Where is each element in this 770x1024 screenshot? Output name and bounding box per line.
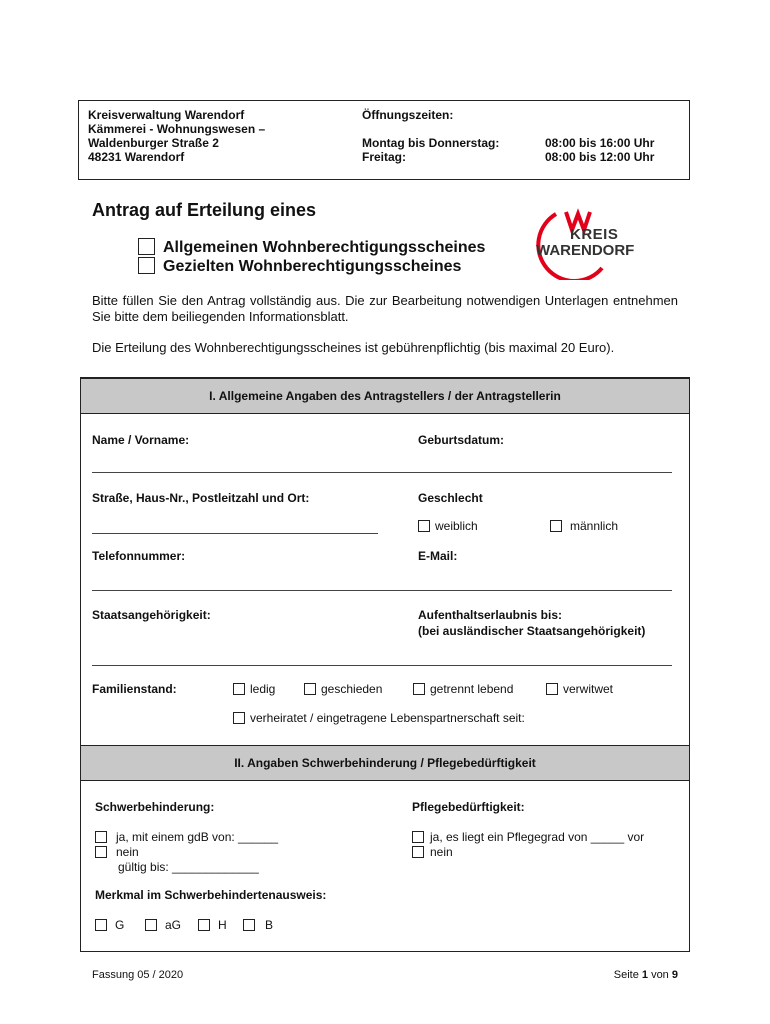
page-current: 1	[641, 969, 648, 981]
checkbox-care-yes[interactable]	[412, 831, 424, 843]
marital-option-married[interactable]	[233, 711, 525, 725]
marital-option-separated[interactable]	[413, 682, 513, 696]
footer-page-number	[614, 969, 678, 981]
hours-title: Öffnungszeiten:	[362, 108, 454, 122]
nationality-residence-line[interactable]	[92, 665, 672, 666]
care-yes-option[interactable]	[412, 830, 644, 844]
marital-option-divorced[interactable]	[304, 682, 382, 696]
footer-version: Fassung 05 / 2020	[92, 969, 184, 981]
address-label: Straße, Haus-Nr., Postleitzahl und Ort:	[92, 491, 310, 505]
page-title: Antrag auf Erteilung eines	[92, 200, 317, 220]
phone-email-line[interactable]	[92, 590, 672, 591]
logo-text-warendorf: WARENDORF	[536, 242, 635, 259]
gender-male-option[interactable]	[550, 519, 618, 533]
phone-label: Telefonnummer:	[92, 549, 186, 563]
residence-note: (bei ausländischer Staatsangehörigkeit)	[418, 624, 646, 638]
checkbox-male[interactable]	[550, 520, 562, 532]
disability-no-option[interactable]	[95, 845, 139, 859]
disability-no-label: nein	[116, 845, 139, 859]
checkbox-specific[interactable]	[138, 257, 155, 274]
option-specific-label: Gezielten Wohnberechtigungsscheines	[163, 258, 462, 275]
checkbox-mark-b[interactable]	[243, 919, 255, 931]
gender-label: Geschlecht	[418, 491, 483, 505]
option-general-label: Allgemeinen Wohnberechtigungsscheines	[163, 239, 486, 256]
page-prefix: Seite	[613, 969, 639, 981]
nationality-label: Staatsangehörigkeit:	[92, 608, 211, 622]
checkbox-female[interactable]	[418, 520, 430, 532]
care-no-option[interactable]	[412, 845, 453, 859]
mark-g-label: G	[115, 918, 125, 932]
care-no-label: nein	[430, 845, 453, 859]
marital-separated-label: getrennt lebend	[430, 682, 514, 696]
checkbox-disability-no[interactable]	[95, 846, 107, 858]
page-mid: von	[651, 969, 669, 981]
hours-days-1: Montag bis Donnerstag:	[362, 136, 500, 150]
fee-paragraph: Die Erteilung des Wohnberechtigungsscheines ist gebührenpflichtig (bis maximal 20 Euro).	[92, 340, 615, 355]
marital-label: Familienstand:	[92, 682, 177, 696]
hours-time-1: 08:00 bis 16:00 Uhr	[545, 136, 655, 150]
address-block	[88, 108, 265, 164]
gender-female-label: weiblich	[435, 519, 478, 533]
section-2-header: II. Angaben Schwerbehinderung / Pflegebedürftigkeit	[81, 745, 689, 781]
mark-h-label: H	[218, 918, 227, 932]
address-line: Kreisverwaltung Warendorf	[88, 108, 245, 122]
birthdate-label: Geburtsdatum:	[418, 433, 505, 447]
gender-male-label: männlich	[570, 519, 619, 533]
address-line: Kämmerei - Wohnungswesen –	[88, 122, 266, 136]
option-specific[interactable]	[138, 257, 461, 277]
hours-days-2: Freitag:	[362, 150, 407, 164]
email-label: E-Mail:	[418, 549, 458, 563]
checkbox-single[interactable]	[233, 683, 245, 695]
care-label: Pflegebedürftigkeit:	[412, 800, 525, 814]
mark-b-option[interactable]	[243, 918, 273, 932]
page-total: 9	[671, 969, 678, 981]
mark-h-option[interactable]	[198, 918, 227, 932]
kreis-warendorf-logo	[530, 204, 645, 280]
address-line: 48231 Warendorf	[88, 150, 185, 164]
checkbox-separated[interactable]	[413, 683, 425, 695]
mark-g-option[interactable]	[95, 918, 124, 932]
name-label: Name / Vorname:	[92, 433, 190, 447]
logo-text-kreis: KREIS	[570, 226, 619, 243]
disability-yes-label: ja, mit einem gdB von: ______	[116, 830, 279, 844]
checkbox-mark-g[interactable]	[95, 919, 107, 931]
residence-label: Aufenthaltserlaubnis bis:	[418, 608, 563, 622]
gender-female-option[interactable]	[418, 519, 478, 533]
marks-label: Merkmal im Schwerbehindertenausweis:	[95, 888, 327, 902]
checkbox-married[interactable]	[233, 712, 245, 724]
mark-b-label: B	[265, 918, 274, 932]
marital-married-label: verheiratet / eingetragene Lebenspartnerschaft seit:	[250, 711, 525, 725]
intro-paragraph: Bitte füllen Sie den Antrag vollständig aus. Die zur Bearbeitung notwendigen Unterlagen entnehmen Sie bitte dem beiliegenden Informationsblatt.	[92, 293, 678, 324]
marital-single-label: ledig	[250, 682, 276, 696]
checkbox-mark-ag[interactable]	[145, 919, 157, 931]
checkbox-divorced[interactable]	[304, 683, 316, 695]
address-line: Waldenburger Straße 2	[88, 136, 219, 150]
checkbox-general[interactable]	[138, 238, 155, 255]
checkbox-care-no[interactable]	[412, 846, 424, 858]
disability-yes-option[interactable]	[95, 830, 278, 844]
checkbox-widowed[interactable]	[546, 683, 558, 695]
address-line-field[interactable]	[92, 533, 378, 534]
mark-ag-option[interactable]	[145, 918, 181, 932]
disability-label: Schwerbehinderung:	[95, 800, 215, 814]
name-birthdate-line[interactable]	[92, 472, 672, 473]
checkbox-disability-yes[interactable]	[95, 831, 107, 843]
section-1-header: I. Allgemeine Angaben des Antragstellers / der Antragstellerin	[81, 378, 689, 414]
marital-divorced-label: geschieden	[321, 682, 383, 696]
care-yes-label: ja, es liegt ein Pflegegrad von _____ vor	[430, 830, 645, 844]
marital-option-widowed[interactable]	[546, 682, 613, 696]
mark-ag-label: aG	[165, 918, 182, 932]
checkbox-mark-h[interactable]	[198, 919, 210, 931]
hours-time-2: 08:00 bis 12:00 Uhr	[545, 150, 655, 164]
disability-valid-until[interactable]: gültig bis: _____________	[118, 860, 259, 874]
option-general[interactable]	[138, 238, 485, 258]
marital-option-single[interactable]	[233, 682, 275, 696]
marital-widowed-label: verwitwet	[563, 682, 614, 696]
